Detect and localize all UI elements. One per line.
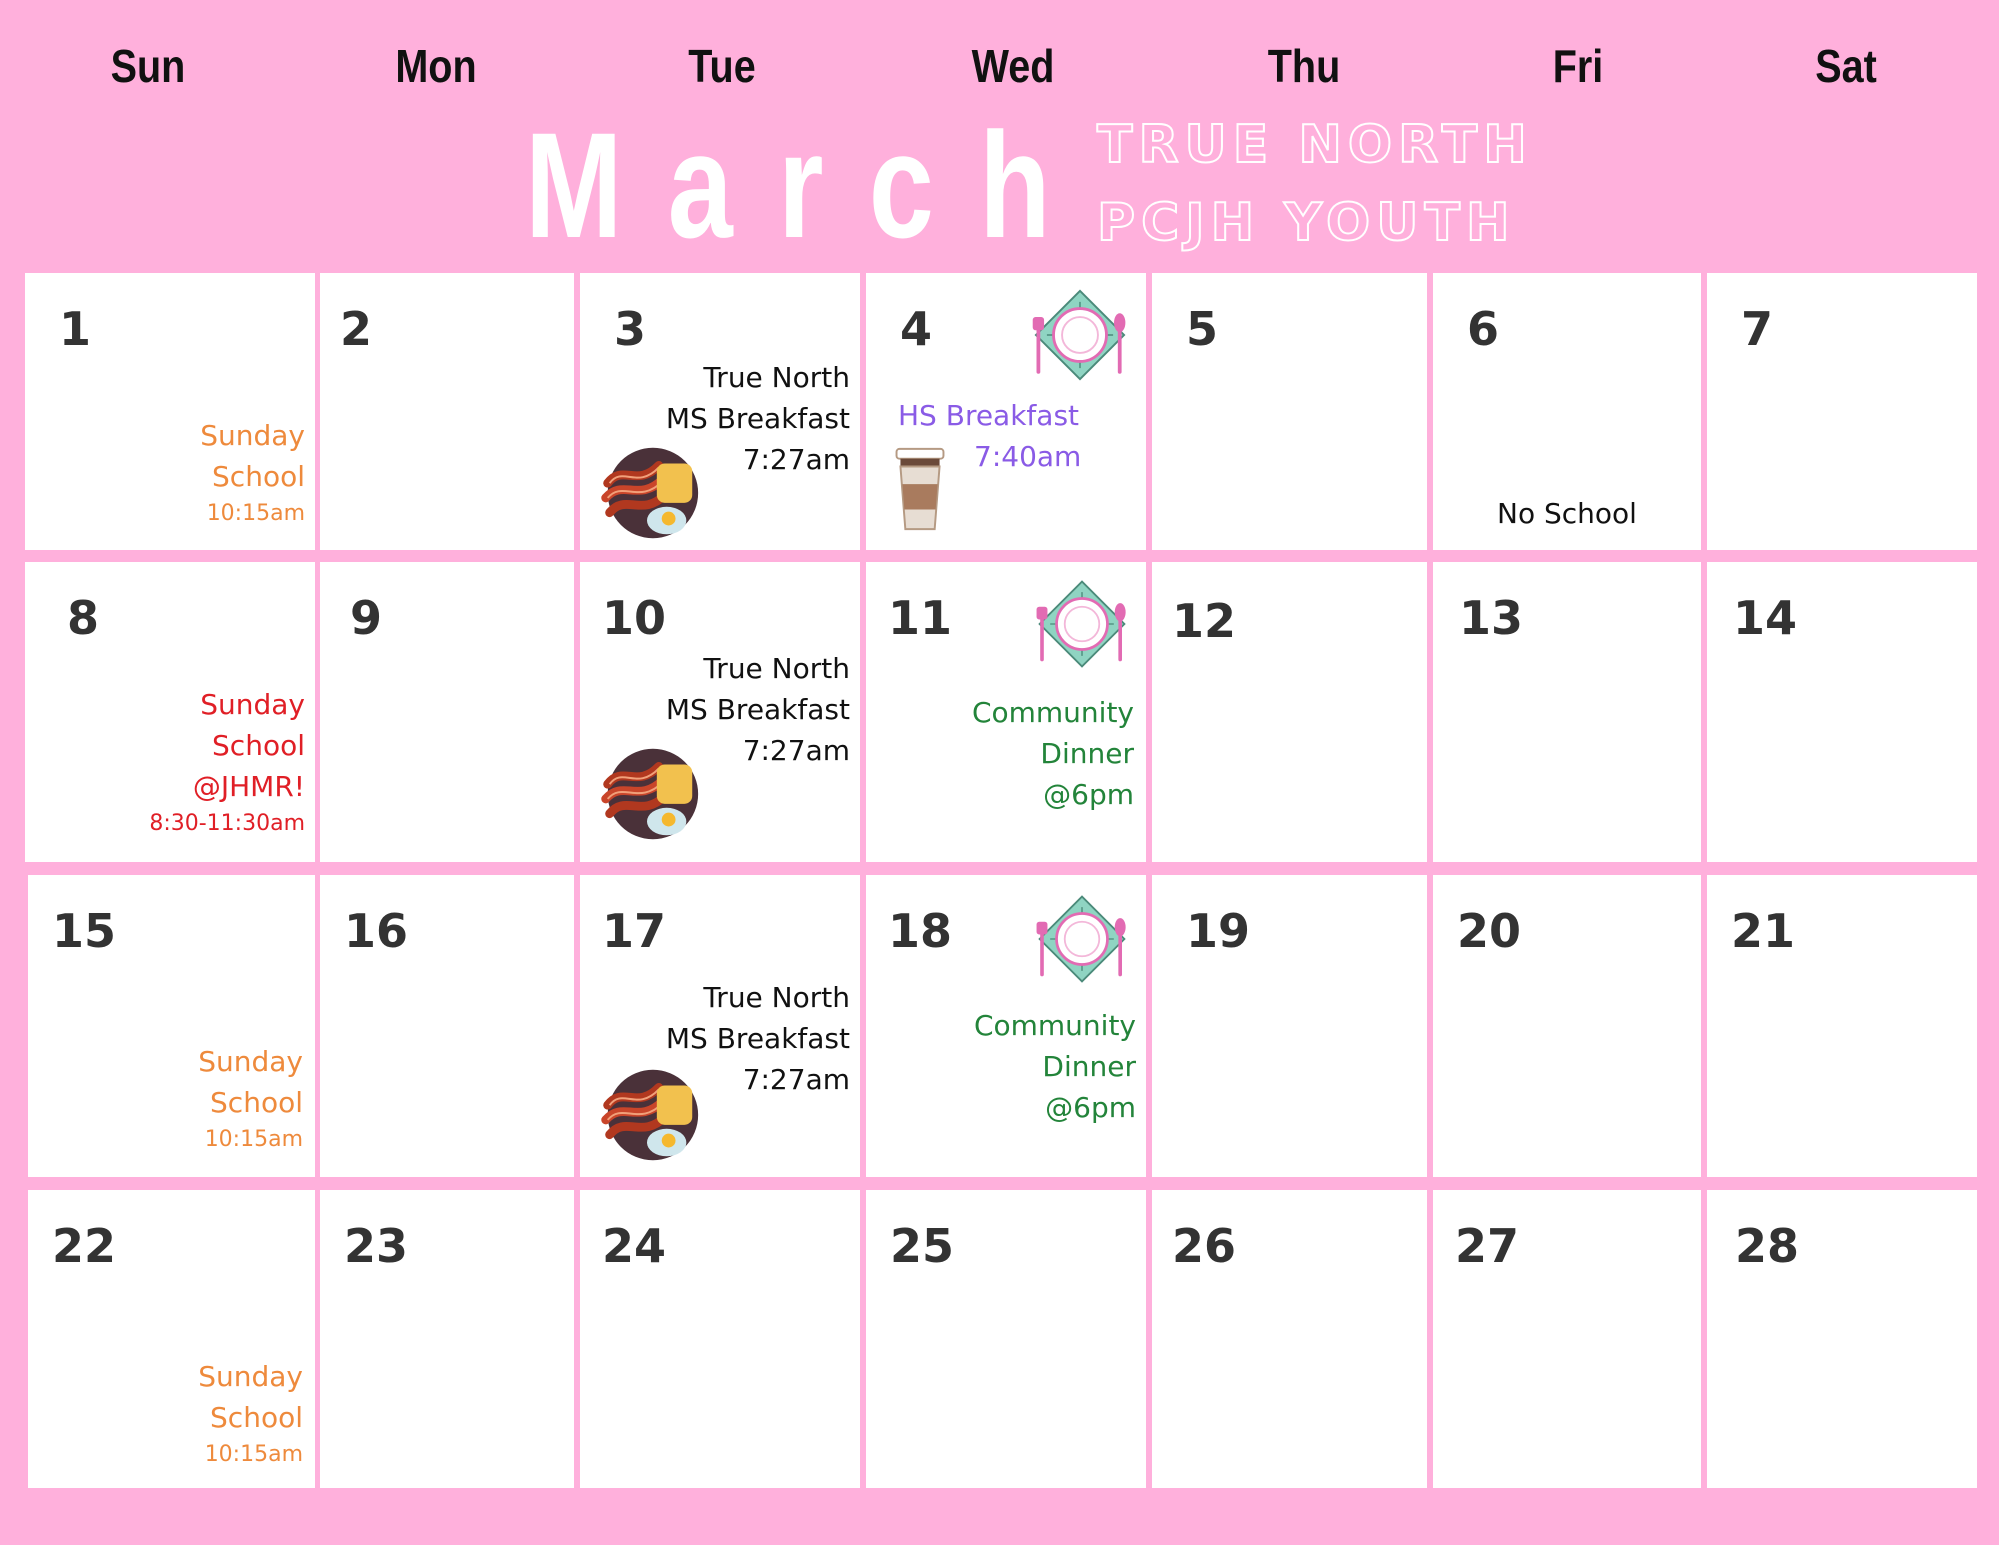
day-cell-5[interactable] bbox=[1152, 273, 1427, 550]
weekday-fri: Fri bbox=[1552, 40, 1604, 92]
day-number: 15 bbox=[52, 904, 117, 958]
day-number: 8 bbox=[67, 591, 100, 645]
day-cell-8[interactable] bbox=[25, 562, 315, 862]
event-sunday-school: Sunday School 10:15am bbox=[198, 1360, 303, 1467]
bacon-eggs-toast-icon bbox=[588, 443, 706, 543]
plate-setting-icon bbox=[1024, 283, 1136, 387]
day-cell-6[interactable] bbox=[1433, 273, 1701, 550]
day-cell-25[interactable] bbox=[866, 1190, 1146, 1488]
day-cell-19[interactable] bbox=[1152, 875, 1427, 1177]
day-number: 11 bbox=[888, 591, 953, 645]
day-cell-17[interactable] bbox=[580, 875, 860, 1177]
day-number: 20 bbox=[1457, 904, 1522, 958]
day-cell-21[interactable] bbox=[1707, 875, 1977, 1177]
day-number: 13 bbox=[1459, 591, 1524, 645]
bacon-eggs-toast-icon bbox=[588, 744, 706, 844]
day-cell-7[interactable] bbox=[1707, 273, 1977, 550]
day-number: 18 bbox=[888, 904, 953, 958]
day-cell-22[interactable] bbox=[28, 1190, 315, 1488]
day-cell-4[interactable] bbox=[866, 273, 1146, 550]
day-number: 6 bbox=[1467, 302, 1500, 356]
event-community-dinner: Community Dinner @6pm bbox=[971, 696, 1134, 811]
day-cell-26[interactable] bbox=[1152, 1190, 1427, 1488]
org-name-line1: TRUE NORTH bbox=[1097, 115, 1533, 175]
day-number: 12 bbox=[1172, 594, 1237, 648]
event-sunday-school: Sunday School 10:15am bbox=[198, 1045, 303, 1152]
plate-setting-icon bbox=[1028, 889, 1136, 989]
day-number: 3 bbox=[614, 302, 647, 356]
day-cell-20[interactable] bbox=[1433, 875, 1701, 1177]
day-number: 16 bbox=[344, 904, 409, 958]
day-number: 22 bbox=[52, 1219, 117, 1273]
day-number: 14 bbox=[1733, 591, 1798, 645]
event-ms-breakfast: True North MS Breakfast 7:27am bbox=[665, 981, 850, 1096]
day-cell-13[interactable] bbox=[1433, 562, 1701, 862]
event-no-school: No School bbox=[1497, 497, 1637, 530]
day-number: 21 bbox=[1731, 904, 1796, 958]
day-number: 4 bbox=[900, 302, 933, 356]
weekday-wed: Wed bbox=[971, 40, 1055, 92]
day-number: 23 bbox=[344, 1219, 409, 1273]
day-number: 7 bbox=[1741, 302, 1774, 356]
coffee-cup-icon bbox=[890, 445, 950, 533]
day-number: 25 bbox=[890, 1219, 955, 1273]
day-number: 27 bbox=[1455, 1219, 1520, 1273]
day-cell-10[interactable] bbox=[580, 562, 860, 862]
day-cell-15[interactable] bbox=[28, 875, 315, 1177]
day-cell-16[interactable] bbox=[320, 875, 574, 1177]
day-number: 2 bbox=[340, 302, 373, 356]
weekday-tue: Tue bbox=[688, 40, 756, 92]
event-sunday-school: Sunday School 10:15am bbox=[200, 419, 305, 526]
day-cell-9[interactable] bbox=[320, 562, 574, 862]
bacon-eggs-toast-icon bbox=[588, 1065, 706, 1165]
day-number: 24 bbox=[602, 1219, 667, 1273]
day-number: 19 bbox=[1186, 904, 1251, 958]
day-cell-3[interactable] bbox=[580, 273, 860, 550]
day-cell-1[interactable] bbox=[25, 273, 315, 550]
event-sunday-school-jhmr: Sunday School @JHMR! 8:30-11:30am bbox=[149, 688, 305, 836]
day-cell-14[interactable] bbox=[1707, 562, 1977, 862]
org-name-line2: PCJH YOUTH bbox=[1097, 193, 1516, 253]
day-cell-28[interactable] bbox=[1707, 1190, 1977, 1488]
weekday-thu: Thu bbox=[1267, 40, 1341, 92]
day-cell-2[interactable] bbox=[320, 273, 574, 550]
day-cell-23[interactable] bbox=[320, 1190, 574, 1488]
day-cell-24[interactable] bbox=[580, 1190, 860, 1488]
day-number: 28 bbox=[1735, 1219, 1800, 1273]
day-cell-18[interactable] bbox=[866, 875, 1146, 1177]
weekday-mon: Mon bbox=[395, 40, 477, 92]
day-number: 17 bbox=[602, 904, 667, 958]
month-title: March bbox=[525, 101, 1096, 269]
day-number: 1 bbox=[59, 302, 92, 356]
day-number: 9 bbox=[350, 591, 383, 645]
day-cell-11[interactable] bbox=[866, 562, 1146, 862]
weekday-sat: Sat bbox=[1815, 40, 1877, 92]
event-ms-breakfast: True North MS Breakfast 7:27am bbox=[665, 361, 850, 476]
day-number: 5 bbox=[1186, 302, 1219, 356]
event-community-dinner: Community Dinner @6pm bbox=[973, 1009, 1136, 1124]
weekday-sun: Sun bbox=[110, 40, 186, 92]
event-hs-breakfast: HS Breakfast 7:40am bbox=[898, 399, 1082, 473]
day-cell-27[interactable] bbox=[1433, 1190, 1701, 1488]
day-number: 26 bbox=[1172, 1219, 1237, 1273]
day-number: 10 bbox=[602, 591, 667, 645]
plate-setting-icon bbox=[1028, 574, 1136, 674]
event-ms-breakfast: True North MS Breakfast 7:27am bbox=[665, 652, 850, 767]
day-cell-12[interactable] bbox=[1152, 562, 1427, 862]
